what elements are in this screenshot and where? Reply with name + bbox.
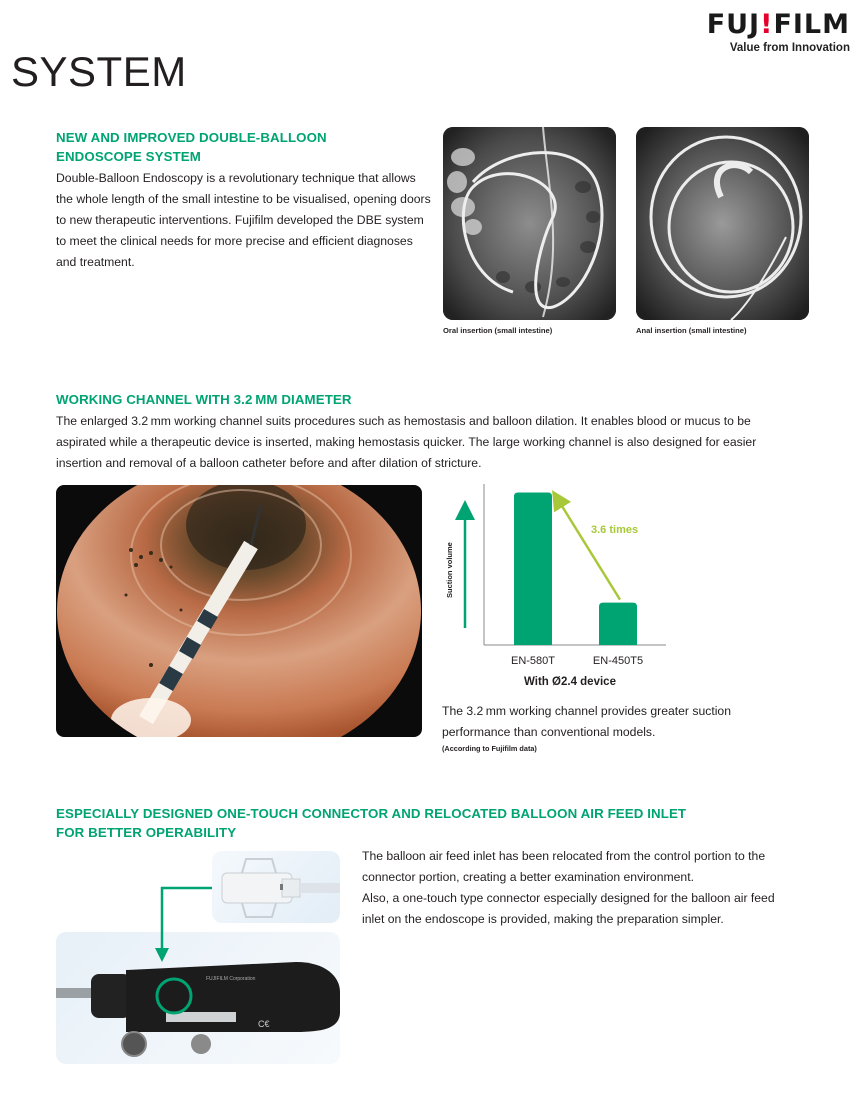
x-tick-label: EN-450T5 [592, 655, 644, 667]
section-body [362, 846, 792, 930]
heading-line: FOR BETTER OPERABILITY [56, 825, 237, 840]
section-body: Double-Balloon Endoscopy is a revolutionary technique that allows the whole length of the small intestine to be visualised, opening doors to new therapeutic interventions. Fujifilm developed the DBE system to meet the clinical needs for more precise and efficient diagnoses and treatment. [56, 171, 431, 269]
x-tick-label: EN-580T [510, 655, 556, 667]
pointer-arrow-icon [150, 880, 220, 970]
chart-note: (According to Fujifilm data) [442, 744, 537, 753]
logo-suffix: FILM [773, 9, 850, 40]
bar-en-580t [514, 492, 552, 645]
image-caption: Anal insertion (small intestine) [636, 326, 747, 335]
chart-caption: The 3.2 mm working channel provides greater suction performance than conventional models. [442, 704, 731, 739]
heading-line: NEW AND IMPROVED DOUBLE-BALLOON [56, 130, 327, 145]
ce-mark-icon: C€ [258, 1019, 270, 1029]
connector-label: FUJIFILM Corporation [206, 976, 256, 982]
body-paragraph: Also, a one-touch type connector especially designed for the balloon air feed inlet on the endoscope is provided, making the preparation simpler. [362, 891, 775, 926]
annotation-arrow [556, 496, 620, 599]
heading-line: ENDOSCOPE SYSTEM [56, 149, 201, 164]
section-heading [56, 804, 816, 842]
x-axis-label: With Ø2.4 device [524, 676, 616, 688]
page-title: SYSTEM [11, 48, 187, 95]
section-working-channel [56, 390, 796, 474]
body-paragraph: The balloon air feed inlet has been relocated from the control portion to the connector portion, creating a better examination environment. [362, 849, 766, 884]
one-touch-connector-image [212, 851, 340, 923]
xray-oral-insertion-image [443, 127, 616, 320]
section-body: The enlarged 3.2 mm working channel suits procedures such as hemostasis and balloon dilation. It enables blood or mucus to be aspirated while a therapeutic device is inserted, making hemostasis quicker. The large working channel is also designed for easier insertion and removal of a balloon catheter before and after dilation of stricture. [56, 414, 757, 470]
endoscopic-view-image [56, 485, 422, 737]
xray-anal-insertion-image [636, 127, 809, 320]
logo-wordmark [700, 10, 850, 40]
suction-volume-chart [436, 480, 676, 695]
logo-mark: ! [760, 9, 774, 40]
logo-prefix: FUJ [706, 9, 761, 40]
section-double-balloon [56, 128, 431, 273]
logo-tagline: Value from Innovation [729, 42, 850, 54]
bar-en-450t5 [599, 603, 637, 645]
section-heading [56, 128, 431, 166]
fujifilm-logo [700, 10, 850, 55]
heading-line: ESPECIALLY DESIGNED ONE-TOUCH CONNECTOR AND RELOCATED BALLOON AIR FEED INLET [56, 806, 687, 821]
section-heading: WORKING CHANNEL WITH 3.2 MM DIAMETER [56, 392, 352, 407]
image-caption: Oral insertion (small intestine) [443, 326, 553, 335]
annotation-label: 3.6 times [591, 524, 639, 536]
y-axis-label: Suction volume [445, 542, 454, 598]
